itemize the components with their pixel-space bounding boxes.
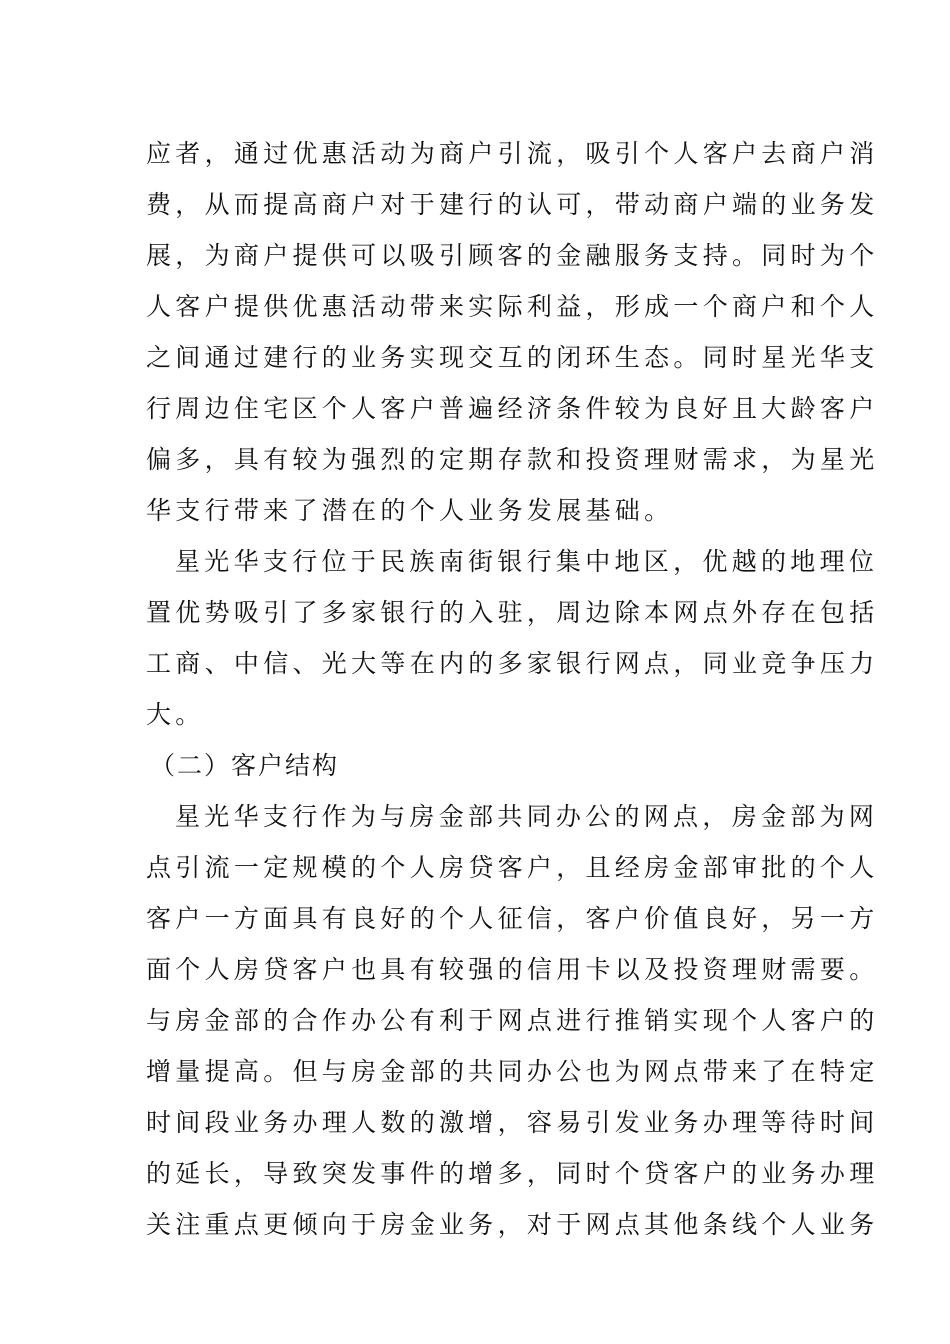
paragraph-line: 费，从而提高商户对于建行的认可，带动商户端的业务发: [146, 190, 879, 219]
paragraph-line: 与房金部的合作办公有利于网点进行推销实现个人客户的: [146, 1006, 879, 1035]
paragraph-line: 面个人房贷客户也具有较强的信用卡以及投资理财需要。: [146, 955, 879, 984]
paragraph-line: 人客户提供优惠活动带来实际利益，形成一个商户和个人: [146, 292, 879, 321]
paragraph-line: 工商、中信、光大等在内的多家银行网点，同业竞争压力: [146, 649, 879, 678]
paragraph-line: 星光华支行作为与房金部共同办公的网点，房金部为网: [175, 802, 879, 831]
paragraph-line: 星光华支行位于民族南街银行集中地区，优越的地理位: [175, 547, 879, 576]
paragraph-line: 客户一方面具有良好的个人征信，客户价值良好，另一方: [146, 904, 879, 933]
paragraph-line: 时间段业务办理人数的激增，容易引发业务办理等待时间: [146, 1108, 879, 1137]
section-heading: （二）客户结构: [150, 751, 340, 780]
paragraph-line: 增量提高。但与房金部的共同办公也为网点带来了在特定: [146, 1057, 879, 1086]
paragraph-line: 置优势吸引了多家银行的入驻，周边除本网点外存在包括: [146, 598, 879, 627]
paragraph-line: 华支行带来了潜在的个人业务发展基础。: [146, 496, 674, 525]
paragraph-line: 应者，通过优惠活动为商户引流，吸引个人客户去商户消: [146, 139, 879, 168]
paragraph-line: 的延长，导致突发事件的增多，同时个贷客户的业务办理: [146, 1159, 879, 1188]
paragraph-line: 大。: [146, 700, 205, 729]
paragraph-line: 关注重点更倾向于房金业务，对于网点其他条线个人业务: [146, 1210, 879, 1239]
paragraph-line: 点引流一定规模的个人房贷客户，且经房金部审批的个人: [146, 853, 879, 882]
paragraph-line: 展，为商户提供可以吸引顾客的金融服务支持。同时为个: [146, 241, 879, 270]
paragraph-line: 行周边住宅区个人客户普遍经济条件较为良好且大龄客户: [146, 394, 879, 423]
paragraph-line: 之间通过建行的业务实现交互的闭环生态。同时星光华支: [146, 343, 879, 372]
paragraph-line: 偏多，具有较为强烈的定期存款和投资理财需求，为星光: [146, 445, 879, 474]
